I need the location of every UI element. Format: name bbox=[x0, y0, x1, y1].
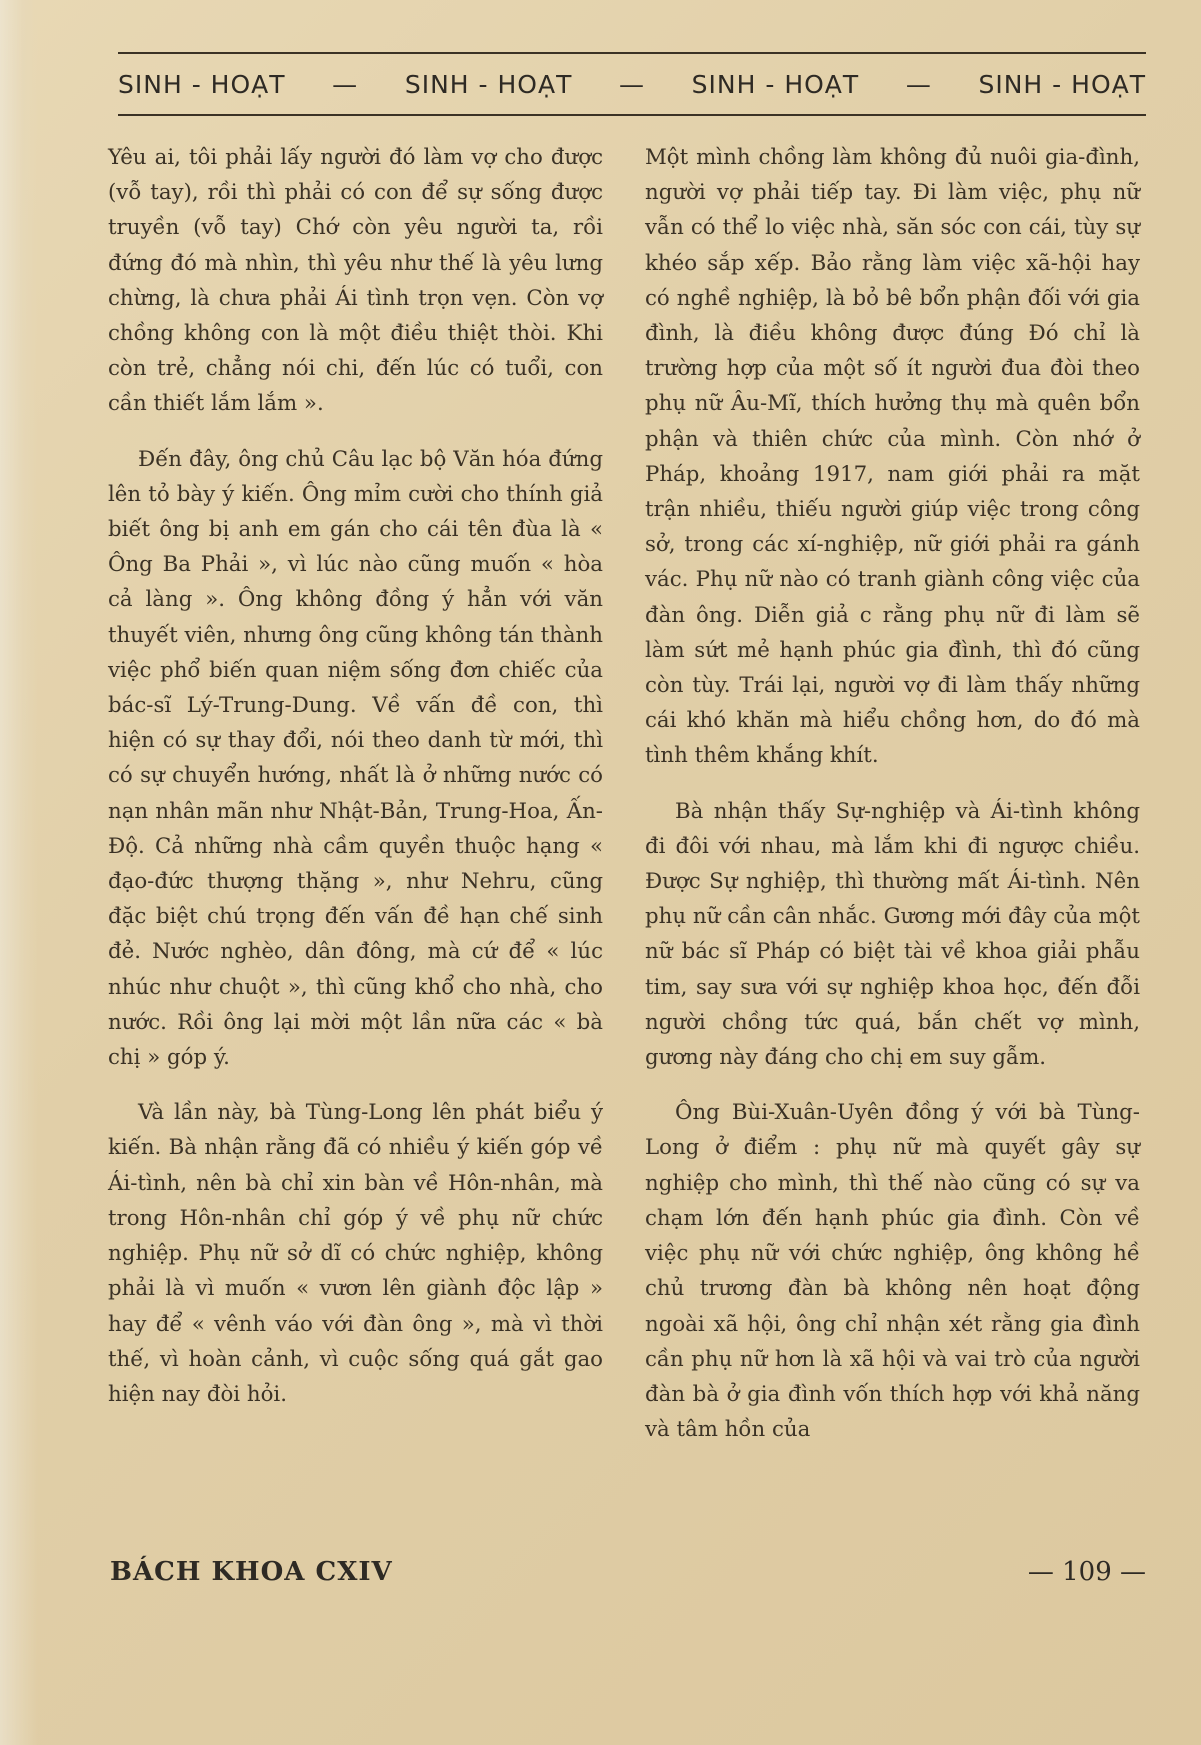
paragraph: Ông Bùi-Xuân-Uyên đồng ý với bà Tùng-Long ở điểm : phụ nữ mà quyết gây sự nghiệp cho mình, thì thế nào cũng có sự va chạm lớn đến hạnh phúc gia đình. Còn về việc phụ nữ với chức nghiệp, ông không hề chủ trương đàn bà không nên hoạt động ngoài xã hội, ông chỉ nhận xét rằng gia đình cần phụ nữ hơn là xã hội và vai trò của người đàn bà ở gia đình vốn thích hợp với khả năng và tâm hồn của bbox=[645, 1100, 1140, 1443]
header-item: SINH - HOẠT bbox=[118, 69, 286, 99]
torn-edge bbox=[0, 0, 38, 1745]
header-separator: — bbox=[619, 69, 645, 99]
paragraph: Và lần này, bà Tùng-Long lên phát biểu ý kiến. Bà nhận rằng đã có nhiều ý kiến góp về Ái-tình, nên bà chỉ xin bàn về Hôn-nhân, mà trong Hôn-nhân chỉ góp ý về phụ nữ chức nghiệp. Phụ nữ sở dĩ có chức nghiệp, không phải là vì muốn « vươn lên giành độc lập » hay để « vênh váo với đàn ông », mà vì thời thế, vì hoàn cảnh, vì cuộc sống quá gắt gao hiện nay đòi hỏi. bbox=[108, 1100, 603, 1407]
header-item: SINH - HOẠT bbox=[978, 69, 1146, 99]
header-separator: — bbox=[905, 69, 932, 99]
journal-title: BÁCH KHOA CXIV bbox=[110, 1557, 393, 1587]
header-item: SINH - HOẠT bbox=[404, 69, 573, 99]
page-number: — 109 — bbox=[1027, 1557, 1146, 1587]
paragraph: Yêu ai, tôi phải lấy người đó làm vợ cho được (vỗ tay), rồi thì phải có con để sự sống được truyền (vỗ tay) Chớ còn yêu người ta, rồi đứng đó mà nhìn, thì yêu như thế là yêu lưng chừng, là chưa phải Ái tình trọn vẹn. Còn vợ chồng không con là một điều thiệt thòi. Khi còn trẻ, chẳng nói chi, đến lúc có tuổi, con cần thiết lắm lắm ». bbox=[108, 145, 603, 417]
paragraph: Bà nhận thấy Sự-nghiệp và Ái-tình không đi đôi với nhau, mà lắm khi đi ngược chiều. Được Sự nghiệp, thì thường mất Ái-tình. Nên phụ nữ cần cân nhắc. Gương mới đây của một nữ bác sĩ Pháp có biệt tài về khoa giải phẫu tim, say sưa với sự nghiệp khoa học, đến đỗi người chồng tức quá, bắn chết vợ mình, gương này đáng cho chị em suy gẫm. bbox=[645, 798, 1140, 1071]
header-separator: — bbox=[332, 69, 359, 99]
right-column bbox=[645, 140, 1140, 1467]
paragraph: Một mình chồng làm không đủ nuôi gia-đình, người vợ phải tiếp tay. Đi làm việc, phụ nữ vẫn có thể lo việc nhà, săn sóc con cái, tùy sự khéo sắp xếp. Bảo rằng làm việc xã-hội hay có nghề nghiệp, là bỏ bê bổn phận đối với gia đình, là điều không được đúng Đó chỉ là trường hợp của một số ít người đua đòi theo phụ nữ Âu-Mĩ, thích hưởng thụ mà quên bổn phận và thiên chức của mình. Còn nhớ ở Pháp, khoảng 1917, nam giới phải ra mặt trận nhiều, thiếu người giúp việc trong công sở, trong các xí-nghiệp, nữ giới phải ra gánh vác. Phụ nữ nào có tranh giành công việc của đàn ông. Diễn giả c rằng phụ nữ đi làm sẽ làm sứt mẻ hạnh phúc gia đình, thì đó cũng còn tùy. Trái lại, người vợ đi làm thấy những cái khó khăn mà hiểu chồng hơn, do đó mà tình thêm khắng khít. bbox=[645, 145, 1140, 769]
paragraph: Đến đây, ông chủ Câu lạc bộ Văn hóa đứng lên tỏ bày ý kiến. Ông mỉm cười cho thính giả biết ông bị anh em gán cho cái tên đùa là « Ông Ba Phải », vì lúc nào cũng muốn « hòa cả làng ». Ông không đồng ý hẳn với văn thuyết viên, nhưng ông cũng không tán thành việc phổ biến quan niệm sống đơn chiếc của bác-sĩ Lý-Trung-Dung. Về vấn đề con, thì hiện có sự thay đổi, nói theo danh từ mới, thì có sự chuyển hướng, nhất là ở những nước có nạn nhân mãn như Nhật-Bản, Trung-Hoa, Ấn-Độ. Cả những nhà cầm quyền thuộc hạng « đạo-đức thượng thặng », như Nehru, cũng đặc biệt chú trọng đến vấn đề hạn chế sinh đẻ. Nước nghèo, dân đông, mà cứ để « lúc nhúc như chuột », thì cũng khổ cho nhà, cho nước. Rồi ông lại mời một lần nữa các « bà chị » góp ý. bbox=[108, 446, 603, 1071]
header-item: SINH - HOẠT bbox=[691, 69, 860, 99]
left-column bbox=[108, 140, 603, 1432]
running-header bbox=[118, 52, 1146, 116]
